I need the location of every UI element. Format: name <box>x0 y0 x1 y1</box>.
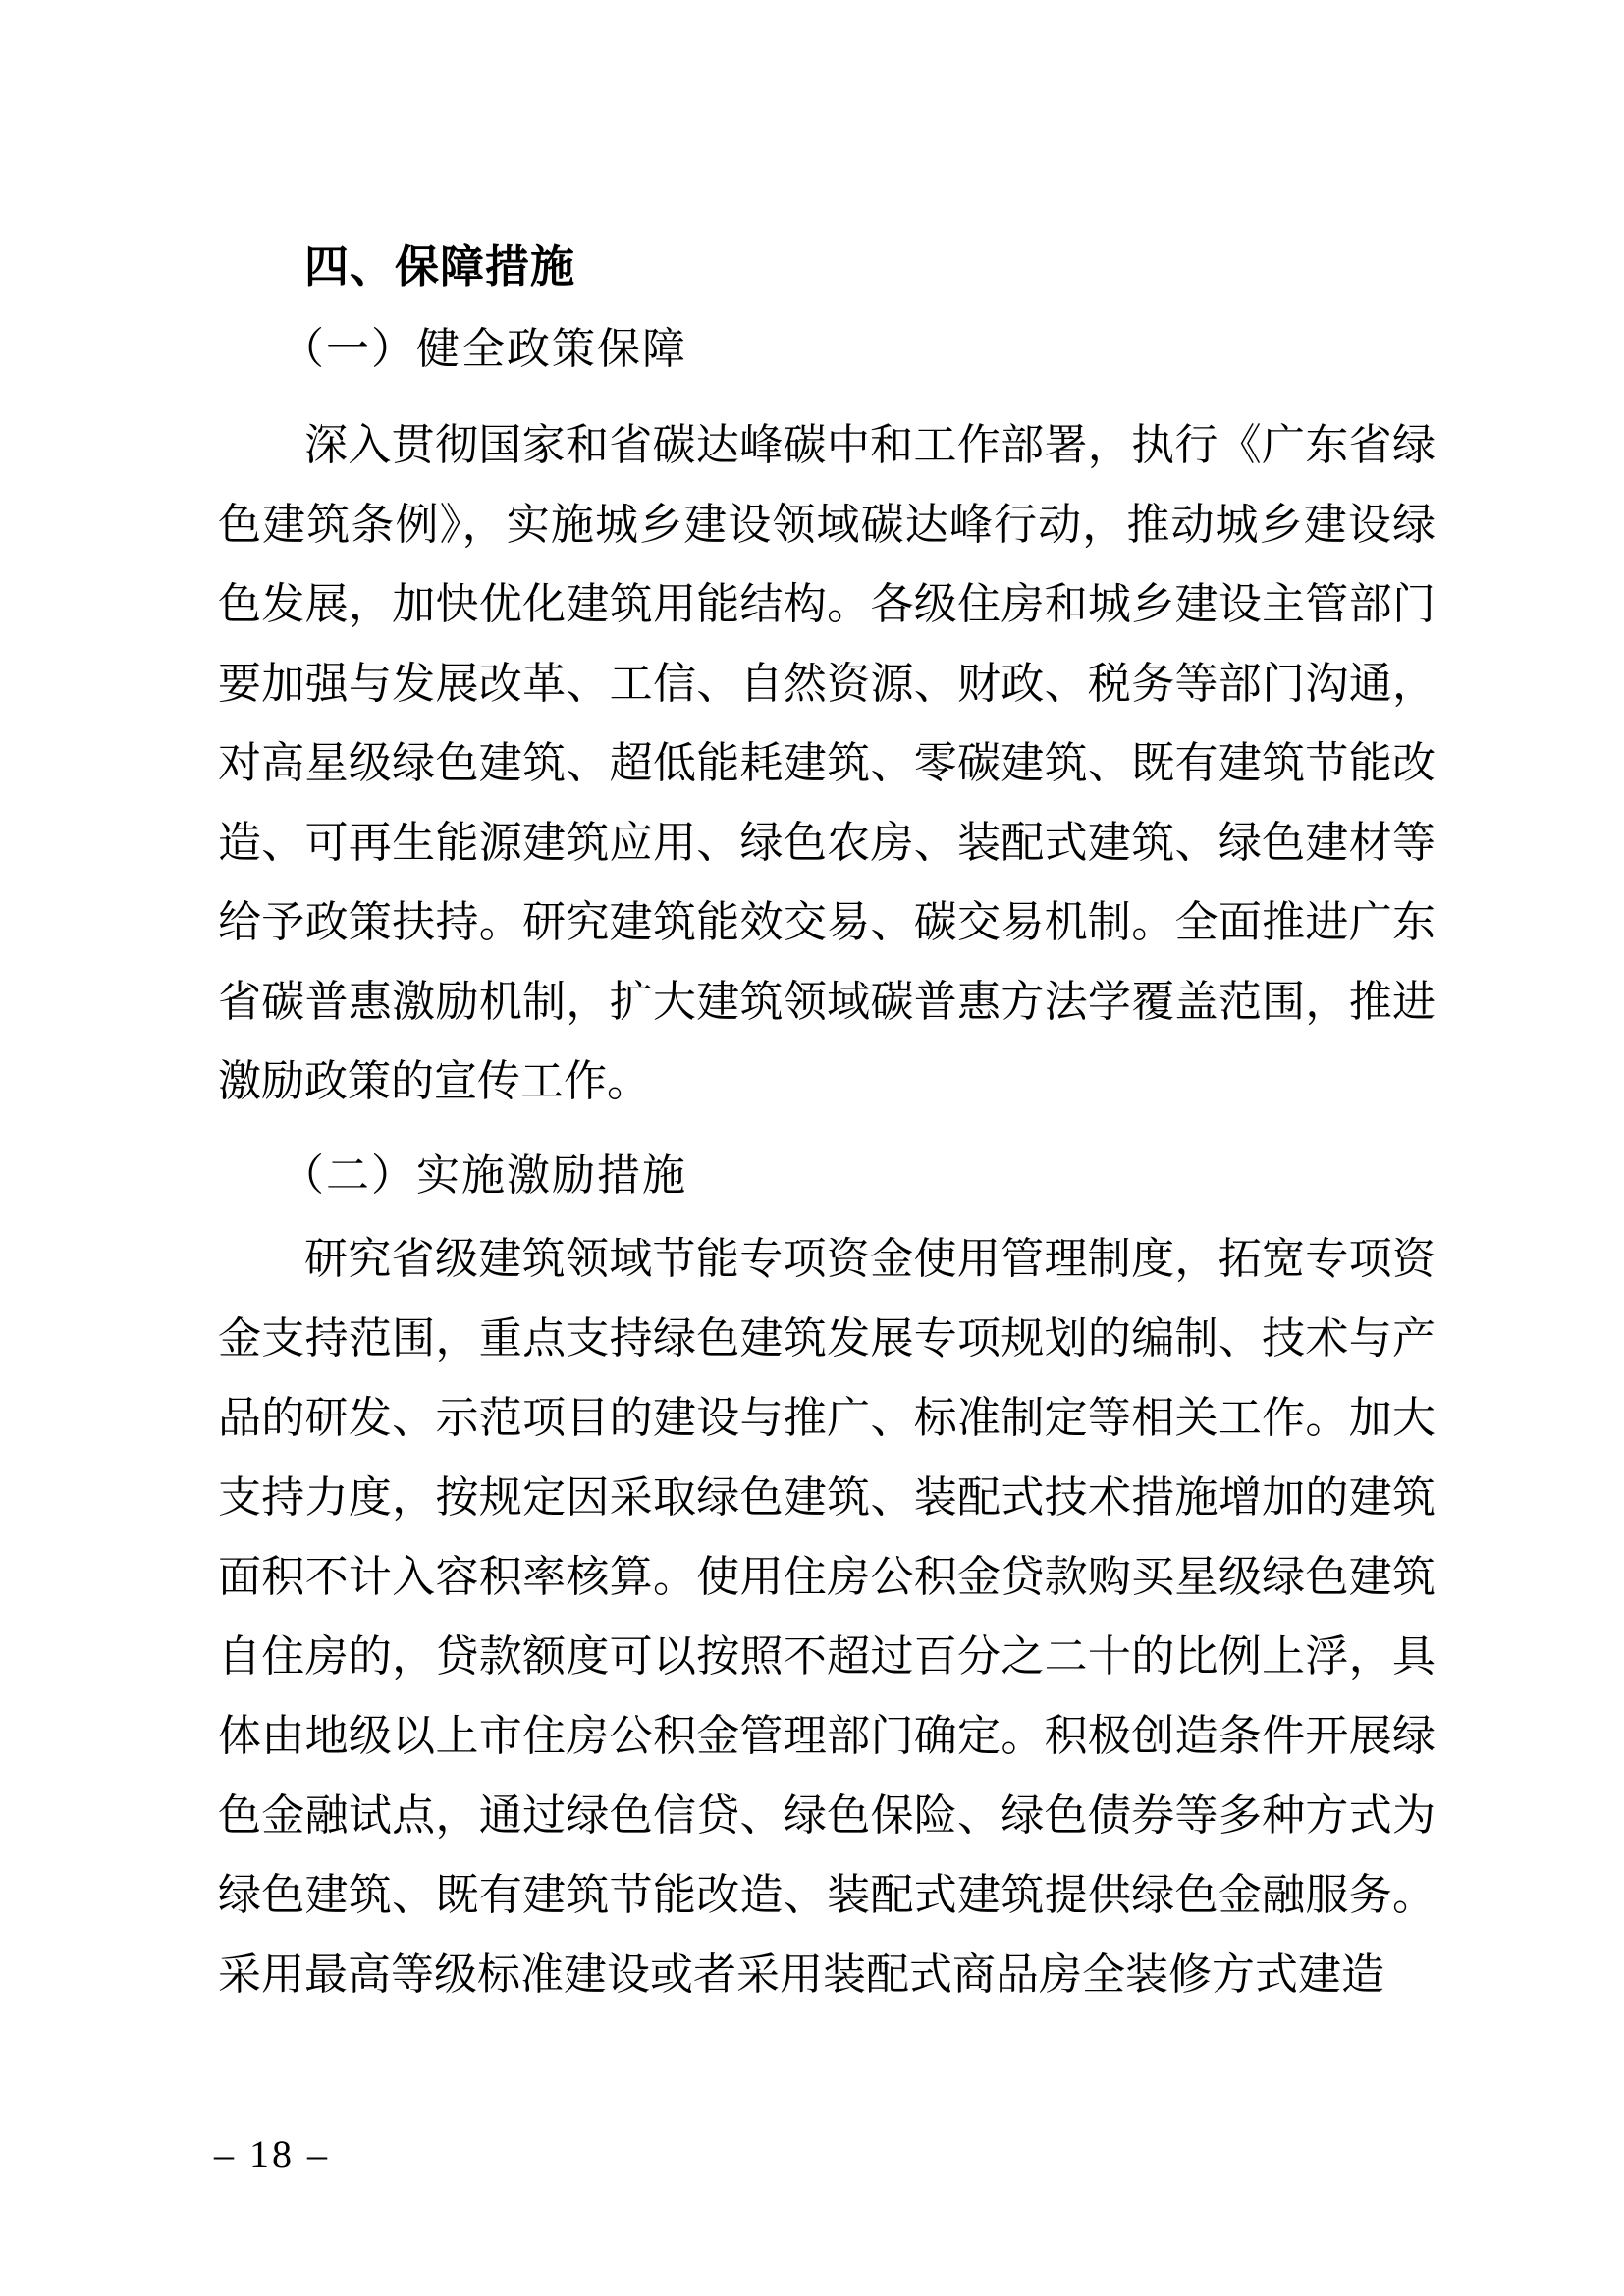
subsection-2-heading: （二）实施激励措施 <box>281 1151 687 1200</box>
paragraph-2 <box>218 1219 1435 2014</box>
text-line: 色发展，加快优化建筑用能结构。各级住房和城乡建设主管部门 <box>218 580 1435 628</box>
text-line: 自住房的，贷款额度可以按照不超过百分之二十的比例上浮，具 <box>218 1632 1435 1681</box>
text-line: 省碳普惠激励机制，扩大建筑领域碳普惠方法学覆盖范围，推进 <box>218 978 1435 1026</box>
paragraph-1 <box>218 405 1435 1121</box>
text-line: 色建筑条例》，实施城乡建设领域碳达峰行动，推动城乡建设绿 <box>218 501 1435 549</box>
text-line: 采用最高等级标准建设或者采用装配式商品房全装修方式建造 <box>218 1950 1384 1999</box>
text-line: 品的研发、示范项目的建设与推广、标准制定等相关工作。加大 <box>218 1394 1435 1442</box>
text-line: 造、可再生能源建筑应用、绿色农房、装配式建筑、绿色建材等 <box>218 819 1435 867</box>
text-line: 色金融试点，通过绿色信贷、绿色保险、绿色债券等多种方式为 <box>218 1791 1435 1840</box>
page-number: – 18 – <box>214 2132 330 2176</box>
text-line: 对高星级绿色建筑、超低能耗建筑、零碳建筑、既有建筑节能改 <box>218 739 1435 787</box>
text-line: 激励政策的宣传工作。 <box>218 1057 650 1105</box>
subsection-1-heading: （一）健全政策保障 <box>281 325 687 373</box>
text-line: 给予政策扶持。研究建筑能效交易、碳交易机制。全面推进广东 <box>218 898 1435 946</box>
text-line: 研究省级建筑领域节能专项资金使用管理制度，拓宽专项资 <box>304 1235 1435 1283</box>
text-line: 体由地级以上市住房公积金管理部门确定。积极创造条件开展绿 <box>218 1712 1435 1760</box>
text-line: 深入贯彻国家和省碳达峰碳中和工作部署，执行《广东省绿 <box>304 421 1435 469</box>
text-line: 要加强与发展改革、工信、自然资源、财政、税务等部门沟通， <box>218 660 1435 708</box>
text-line: 面积不计入容积率核算。使用住房公积金贷款购买星级绿色建筑 <box>218 1553 1435 1601</box>
text-line: 绿色建筑、既有建筑节能改造、装配式建筑提供绿色金融服务。 <box>218 1871 1435 1919</box>
text-line: 支持力度，按规定因采取绿色建筑、装配式技术措施增加的建筑 <box>218 1473 1435 1522</box>
text-line: 金支持范围，重点支持绿色建筑发展专项规划的编制、技术与产 <box>218 1314 1435 1362</box>
section-heading: 四、保障措施 <box>304 241 576 292</box>
